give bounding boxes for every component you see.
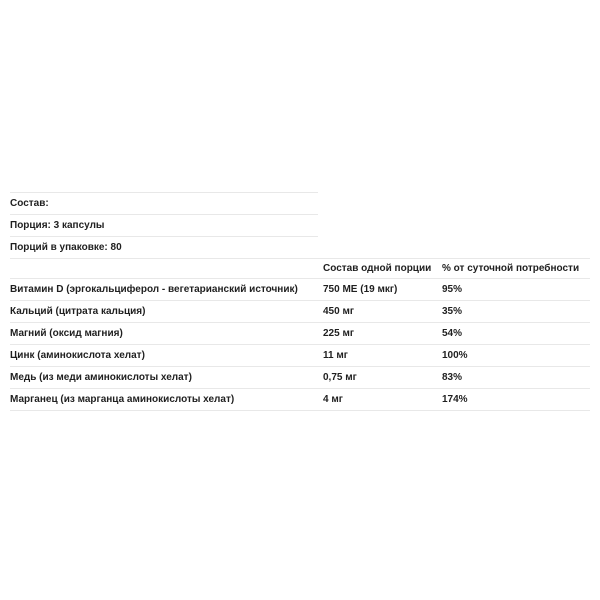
table-row [10, 278, 590, 300]
header-daily-value: % от суточной потребности [442, 263, 580, 274]
table-row [10, 300, 590, 322]
ingredient-name: Витамин D (эргокальциферол - вегетарианский источник) [10, 284, 298, 295]
table-header-row [10, 258, 590, 278]
ingredient-amount: 450 мг [323, 306, 355, 317]
ingredient-name: Медь (из меди аминокислоты хелат) [10, 372, 192, 383]
ingredient-amount: 750 МЕ (19 мкг) [323, 284, 398, 295]
header-amount-per-serving: Состав одной порции [323, 263, 432, 274]
supplement-facts [10, 192, 590, 411]
ingredient-daily-value: 83% [442, 372, 463, 383]
ingredient-amount: 4 мг [323, 394, 343, 405]
serving-size-label: Порция: 3 капсулы [10, 220, 105, 231]
table-row [10, 322, 590, 344]
ingredient-name: Кальций (цитрата кальция) [10, 306, 146, 317]
serving-size-row [10, 214, 318, 236]
ingredient-daily-value: 100% [442, 350, 468, 361]
table-row [10, 344, 590, 366]
ingredient-daily-value: 54% [442, 328, 463, 339]
ingredient-daily-value: 174% [442, 394, 468, 405]
ingredient-name: Марганец (из марганца аминокислоты хелат) [10, 394, 235, 405]
composition-heading: Состав: [10, 198, 49, 209]
ingredient-name: Магний (оксид магния) [10, 328, 123, 339]
table-row [10, 366, 590, 388]
ingredient-daily-value: 95% [442, 284, 463, 295]
ingredient-amount: 0,75 мг [323, 372, 357, 383]
ingredient-amount: 225 мг [323, 328, 355, 339]
ingredient-daily-value: 35% [442, 306, 463, 317]
ingredient-name: Цинк (аминокислота хелат) [10, 350, 145, 361]
servings-per-container-row [10, 236, 318, 258]
servings-per-container-label: Порций в упаковке: 80 [10, 242, 122, 253]
nutrients-table [10, 258, 590, 411]
ingredient-amount: 11 мг [323, 350, 348, 361]
composition-heading-row [10, 192, 318, 214]
table-row [10, 388, 590, 410]
